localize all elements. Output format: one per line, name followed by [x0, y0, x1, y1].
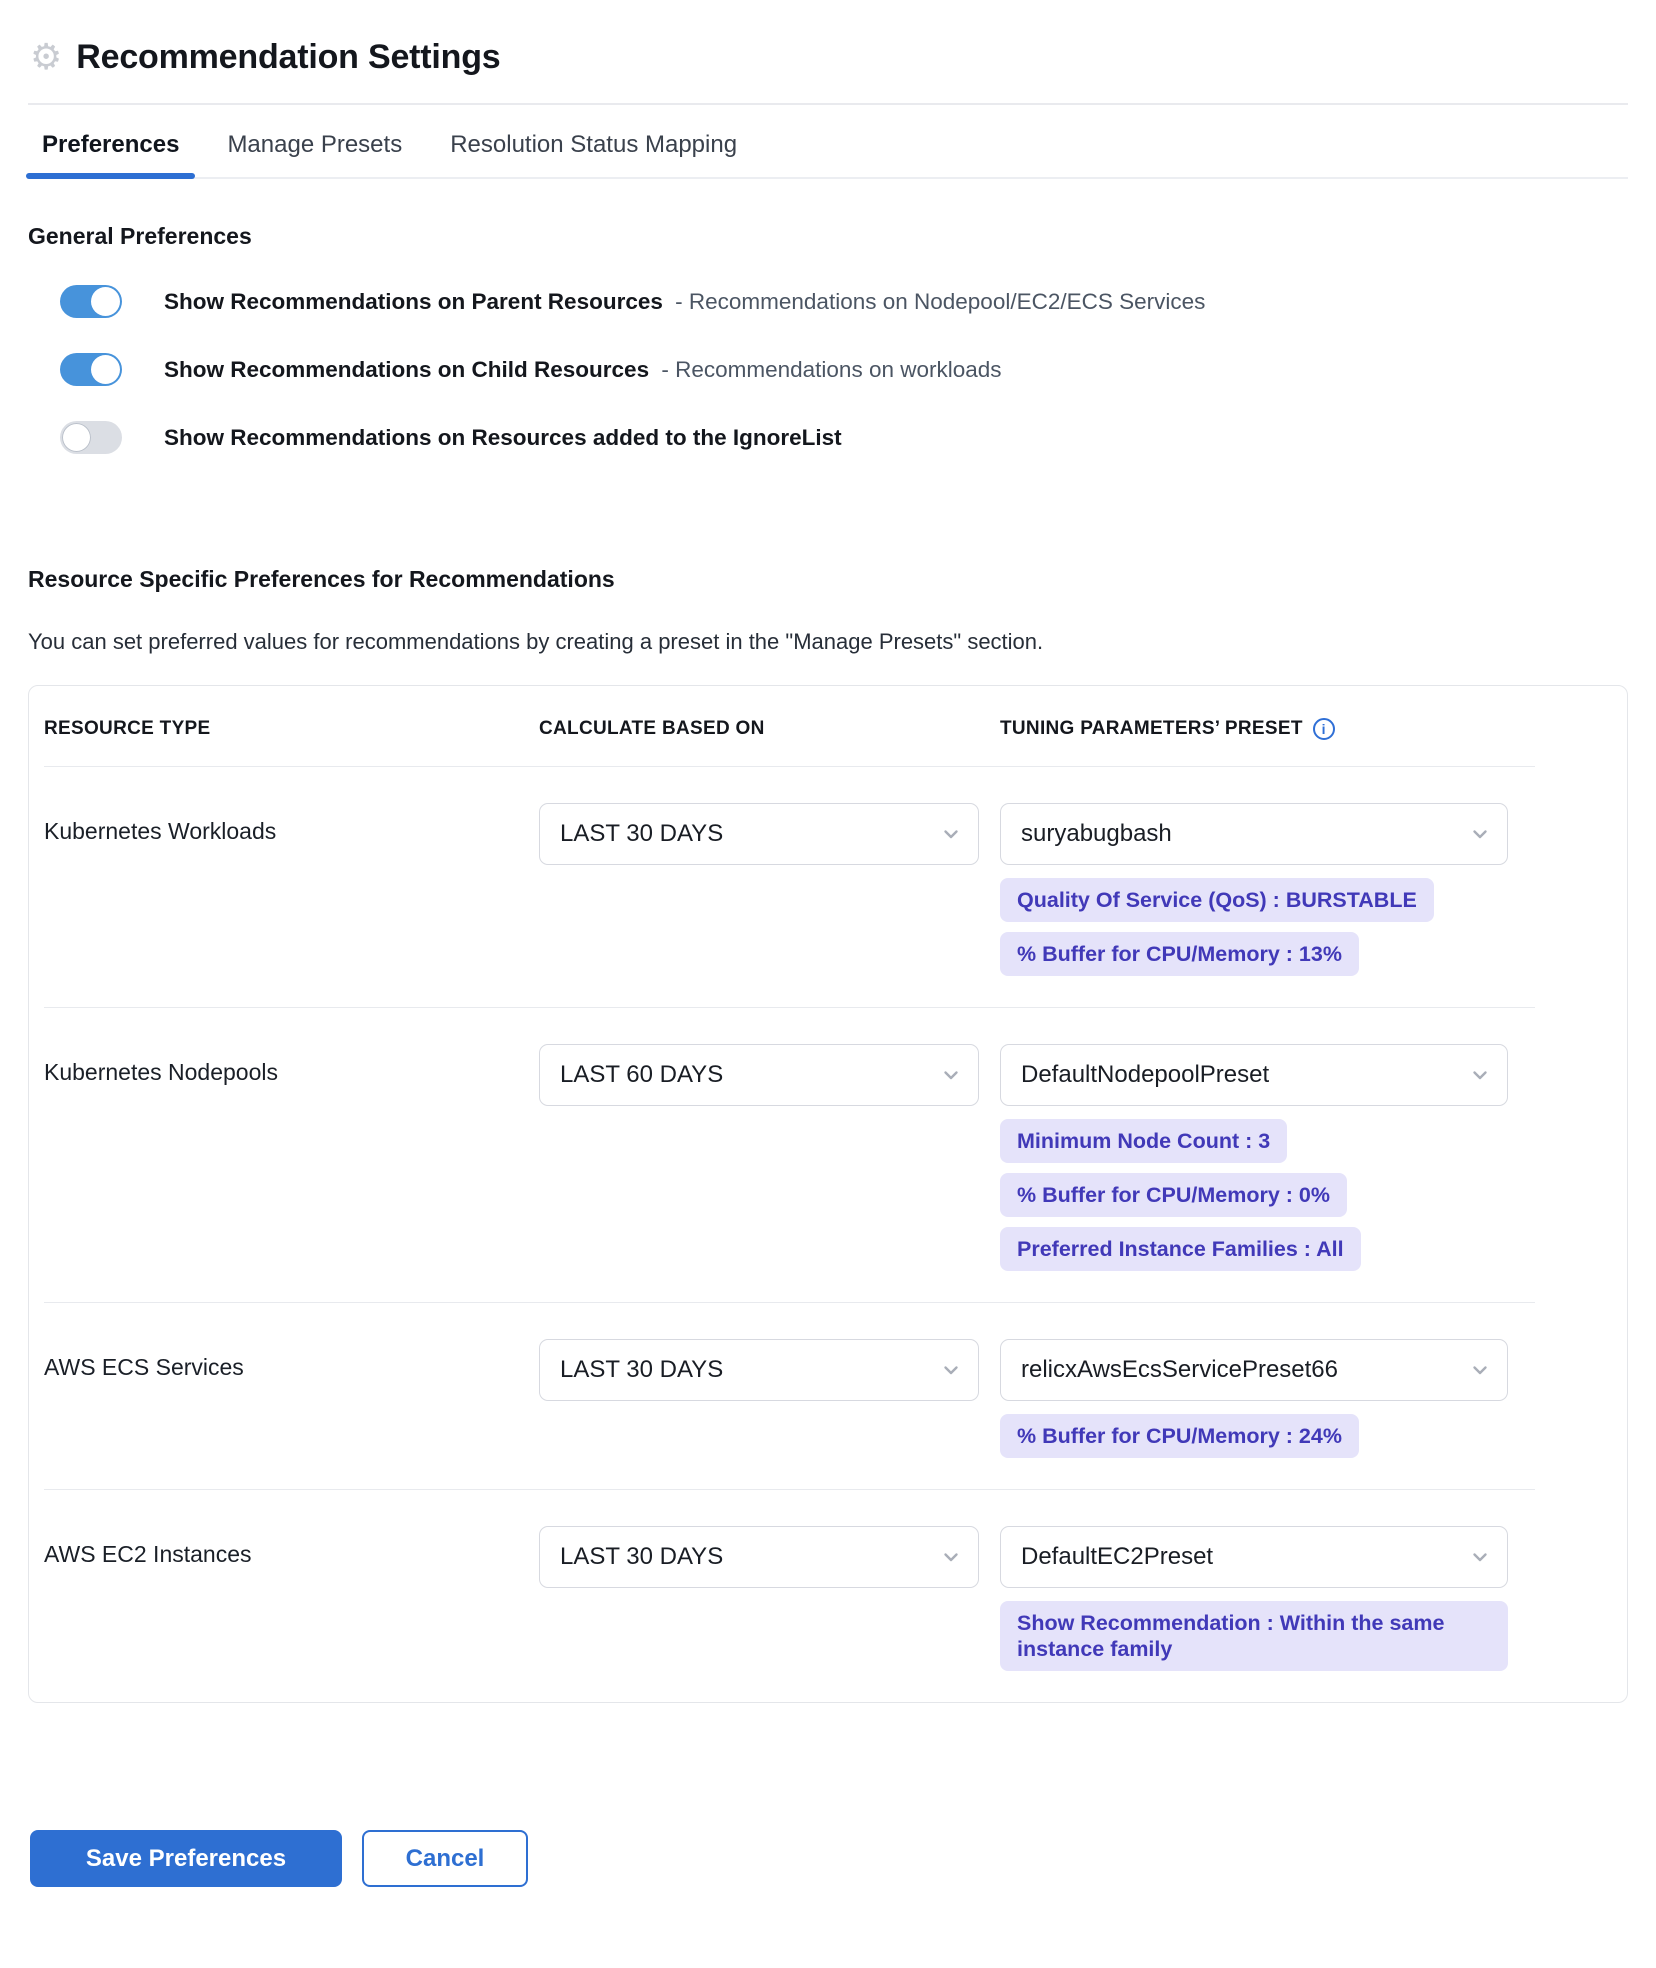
preset-parameter-chip: Preferred Instance Families : All — [1000, 1227, 1361, 1271]
table-row-kubernetes-nodepools — [29, 1008, 1627, 1302]
toggle-row-ignorelist-resources — [60, 421, 1628, 454]
chevron-down-icon — [940, 1064, 962, 1086]
tuning-preset-select[interactable] — [1000, 1339, 1508, 1401]
chevron-down-icon — [940, 1359, 962, 1381]
cancel-button[interactable]: Cancel — [362, 1830, 528, 1887]
tab-bar — [28, 105, 1628, 179]
table-row-aws-ec2-instances — [29, 1490, 1627, 1702]
tuning-preset-select[interactable] — [1000, 1526, 1508, 1588]
tuning-preset-cell — [1000, 1339, 1612, 1458]
chevron-down-icon — [1469, 1546, 1491, 1568]
gear-icon: ⚙ — [30, 35, 63, 77]
preset-parameter-chip: Minimum Node Count : 3 — [1000, 1119, 1287, 1163]
toggle-show-parent-resources[interactable] — [60, 285, 122, 318]
resource-preferences-table — [28, 685, 1628, 1703]
toggle-label: Show Recommendations on Resources added to the IgnoreList — [164, 424, 842, 450]
chevron-down-icon — [940, 823, 962, 845]
calculate-based-on-cell — [539, 1339, 1000, 1401]
column-header-tuning-preset-label: TUNING PARAMETERS’ PRESET — [1000, 718, 1303, 739]
select-value: LAST 30 DAYS — [560, 820, 724, 847]
preset-parameter-chip: Show Recommendation : Within the same instance family — [1000, 1601, 1508, 1671]
table-row-kubernetes-workloads — [29, 767, 1627, 1007]
table-row-aws-ecs-services — [29, 1303, 1627, 1489]
tab-manage-presets[interactable]: Manage Presets — [227, 131, 403, 158]
calculate-based-on-cell — [539, 1526, 1000, 1588]
chevron-down-icon — [1469, 1359, 1491, 1381]
toggle-row-child-resources — [60, 353, 1628, 386]
toggle-show-ignorelist-resources[interactable] — [60, 421, 122, 454]
resource-type-label: Kubernetes Nodepools — [44, 1059, 278, 1085]
tuning-preset-cell — [1000, 803, 1612, 976]
select-value: DefaultEC2Preset — [1021, 1543, 1214, 1570]
resource-type-label: Kubernetes Workloads — [44, 818, 277, 844]
preset-parameter-chip: % Buffer for CPU/Memory : 24% — [1000, 1414, 1359, 1458]
resource-type-label: AWS EC2 Instances — [44, 1541, 252, 1567]
select-value: LAST 30 DAYS — [560, 1543, 724, 1570]
table-header-row — [29, 686, 1627, 766]
save-preferences-button[interactable]: Save Preferences — [30, 1830, 342, 1887]
column-header-tuning-preset — [1000, 718, 1612, 740]
toggle-description: - Recommendations on workloads — [661, 356, 1002, 382]
tuning-preset-cell — [1000, 1526, 1612, 1671]
toggle-knob — [91, 287, 120, 316]
toggle-label: Show Recommendations on Parent Resources — [164, 288, 663, 314]
resource-type-label: AWS ECS Services — [44, 1354, 244, 1380]
page-header — [28, 35, 1628, 77]
action-bar — [28, 1830, 1628, 1887]
select-value: relicxAwsEcsServicePreset66 — [1021, 1356, 1339, 1383]
chevron-down-icon — [1469, 823, 1491, 845]
tab-preferences[interactable]: Preferences — [42, 131, 179, 177]
toggle-description: - Recommendations on Nodepool/EC2/ECS Services — [675, 288, 1206, 314]
general-preferences-heading: General Preferences — [28, 223, 252, 249]
toggle-knob — [62, 423, 91, 452]
page-title: Recommendation Settings — [76, 38, 501, 76]
toggle-text — [164, 423, 848, 452]
resource-preferences-heading: Resource Specific Preferences for Recommendations — [28, 566, 615, 592]
toggle-knob — [91, 355, 120, 384]
resource-preferences-subtext: You can set preferred values for recommendations by creating a preset in the "Manage Presets" section. — [28, 629, 1044, 654]
tab-resolution-status-mapping[interactable]: Resolution Status Mapping — [450, 131, 738, 158]
preset-parameter-chip: % Buffer for CPU/Memory : 13% — [1000, 932, 1359, 976]
tuning-preset-select[interactable] — [1000, 803, 1508, 865]
calculate-based-on-cell — [539, 1044, 1000, 1106]
tuning-preset-select[interactable] — [1000, 1044, 1508, 1106]
column-header-resource-type: RESOURCE TYPE — [44, 718, 211, 739]
preset-parameter-chips — [1000, 1601, 1612, 1671]
chevron-down-icon — [1469, 1064, 1491, 1086]
preset-parameter-chip: % Buffer for CPU/Memory : 0% — [1000, 1173, 1347, 1217]
chevron-down-icon — [940, 1546, 962, 1568]
toggle-text — [164, 287, 1205, 316]
info-icon[interactable]: i — [1313, 718, 1335, 740]
select-value: LAST 60 DAYS — [560, 1061, 724, 1088]
preset-parameter-chips — [1000, 1119, 1612, 1271]
calculate-based-on-select[interactable] — [539, 1526, 979, 1588]
preset-parameter-chips — [1000, 1414, 1612, 1458]
select-value: suryabugbash — [1021, 820, 1172, 847]
tuning-preset-cell — [1000, 1044, 1612, 1271]
column-header-calculate-based-on: CALCULATE BASED ON — [539, 718, 765, 739]
calculate-based-on-select[interactable] — [539, 1339, 979, 1401]
toggle-row-parent-resources — [60, 285, 1628, 318]
select-value: LAST 30 DAYS — [560, 1356, 724, 1383]
preset-parameter-chip: Quality Of Service (QoS) : BURSTABLE — [1000, 878, 1434, 922]
toggle-label: Show Recommendations on Child Resources — [164, 356, 650, 382]
toggle-text — [164, 355, 1002, 384]
select-value: DefaultNodepoolPreset — [1021, 1061, 1270, 1088]
calculate-based-on-select[interactable] — [539, 1044, 979, 1106]
calculate-based-on-cell — [539, 803, 1000, 865]
preset-parameter-chips — [1000, 878, 1612, 976]
calculate-based-on-select[interactable] — [539, 803, 979, 865]
toggle-show-child-resources[interactable] — [60, 353, 122, 386]
